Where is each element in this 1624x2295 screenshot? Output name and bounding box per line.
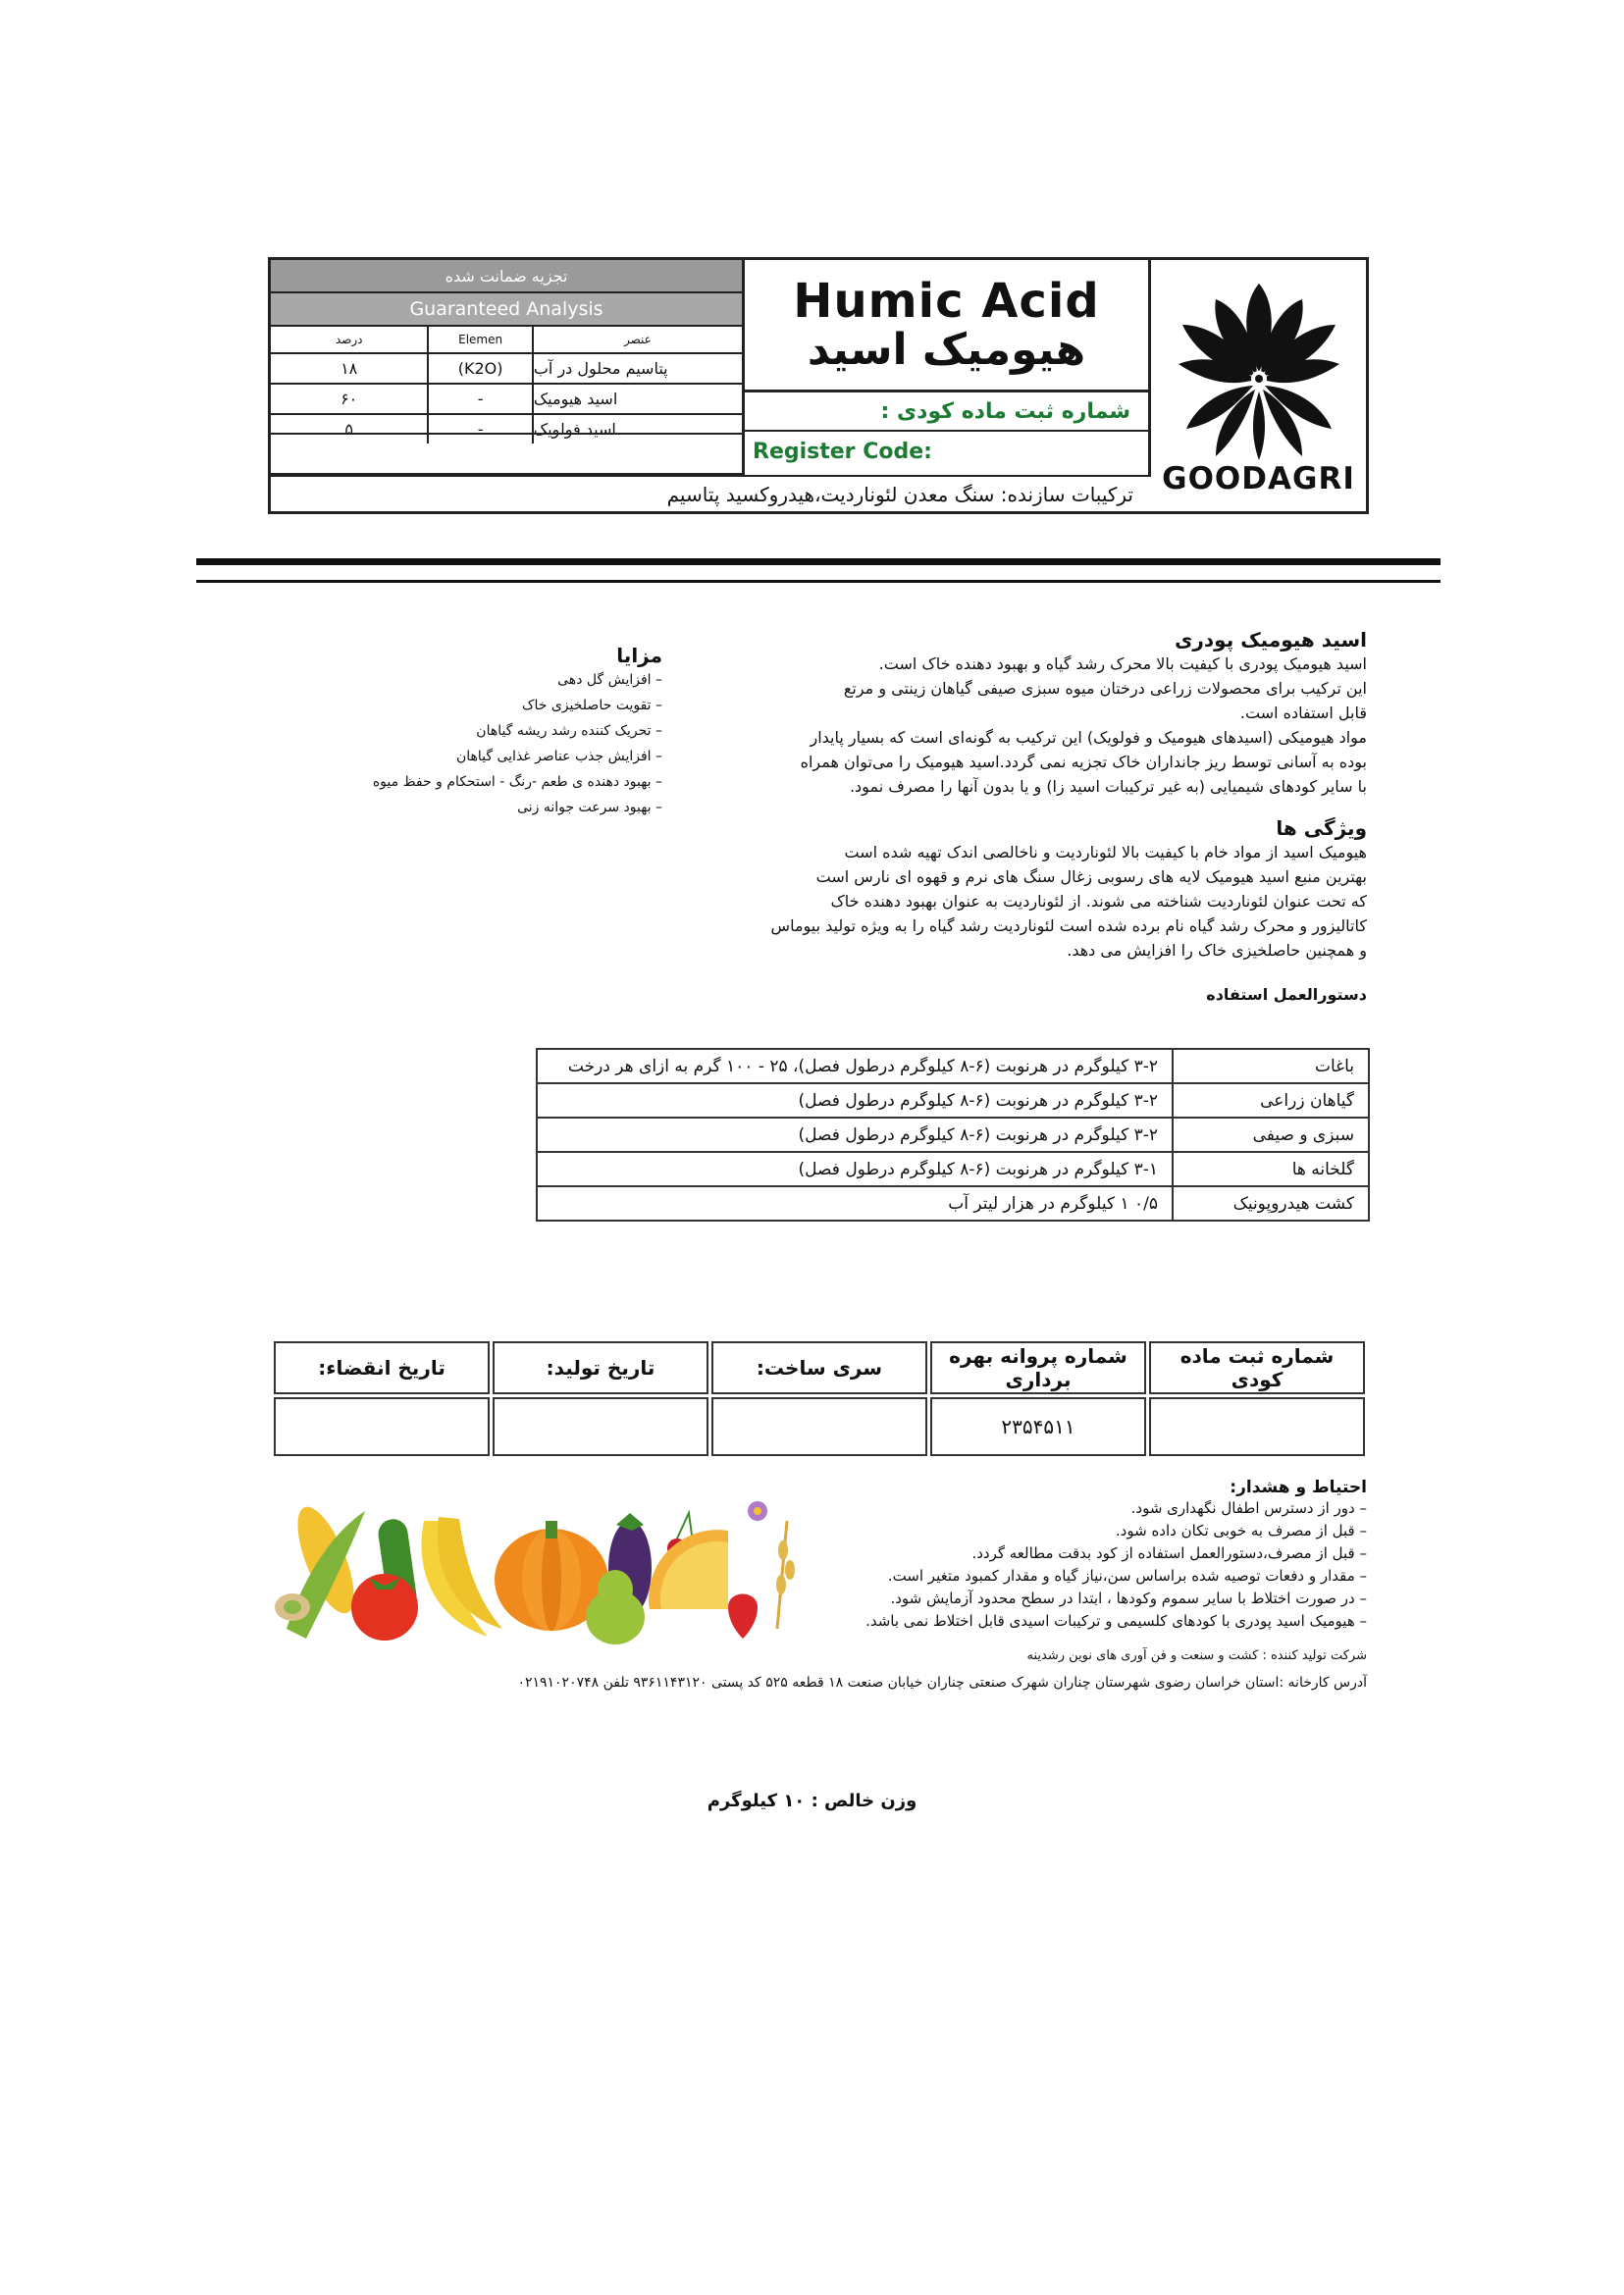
features-line: که تحت عنوان لئوناردیت شناخته می شوند. از لئوناردیت به عنوان بهبود دهنده خاک	[830, 892, 1367, 911]
net-weight: وزن خالص : ۱۰ کیلوگرم	[707, 1791, 917, 1811]
info-header: شماره پروانه بهره برداری	[930, 1341, 1146, 1394]
intro-line: مواد هیومیکی (اسیدهای هیومیک و فولویک) این ترکیب به گونه‌ای است که بسیار پایدار	[810, 728, 1367, 747]
register-en-box	[742, 430, 1151, 475]
composition-text: ترکیبات سازنده: سنگ معدن لئوناردیت،هیدروکسید پتاسیم	[666, 483, 1133, 506]
dosage-row	[537, 1186, 1369, 1221]
producer-line: شرکت تولید کننده : کشت و سنعت و فن آوری های نوین رشدینه	[1026, 1648, 1367, 1663]
col-element-fa: عنصر	[532, 327, 742, 352]
warning-item: – قبل از مصرف به خوبی تکان داده شود.	[1115, 1522, 1367, 1539]
warning-item: – هیومیک اسید پودری با کودهای کلسیمی و ترکیبات اسیدی قابل اختلاط نمی باشد.	[865, 1612, 1367, 1630]
dosage-crop: کشت هیدروپونیک	[1173, 1186, 1369, 1221]
guaranteed-analysis-table	[271, 260, 742, 443]
intro-section	[660, 628, 1367, 799]
dosage-crop: باغات	[1173, 1049, 1369, 1083]
info-header: تاریخ انقضاء:	[274, 1341, 490, 1394]
info-value-row	[274, 1397, 1365, 1456]
features-line: کاتالیزور و محرک رشد گیاه نام برده شده است لئوناردیت رشد گیاه را به ویژه تولید بیوماس	[770, 916, 1367, 935]
factory-address: آدرس کارخانه :استان خراسان رضوی شهرستان چناران شهرک صنعتی چناران خیابان صنعت ۱۸ قطعه ۵۲۵ کد پستی ۹۳۶۱۱۴۳۱۲۰ تلفن ۰۲۱۹۱۰۲۰۷۴۸	[517, 1675, 1367, 1691]
analysis-row	[271, 354, 742, 385]
product-title-box	[742, 260, 1151, 390]
registration-info-table	[271, 1338, 1368, 1459]
dosage-crop: سبزی و صیفی	[1173, 1118, 1369, 1152]
register-code-en: Register Code:	[753, 440, 932, 464]
intro-line: این ترکیب برای محصولات زراعی درختان میوه سبزی صیفی گیاهان زینتی و مرتع	[843, 679, 1367, 698]
product-name-fa: هیومیک اسید	[807, 325, 1086, 375]
analysis-element: -	[427, 385, 532, 413]
analysis-element: (K2O)	[427, 354, 532, 383]
dosage-row	[537, 1118, 1369, 1152]
benefit-item: – بهبود دهنده ی طعم -رنگ - استحکام و حفظ میوه	[372, 774, 662, 790]
benefit-item: – بهبود سرعت جوانه زنی	[517, 800, 662, 815]
composition-row	[271, 475, 1151, 514]
analysis-percent: ۱۸	[341, 359, 358, 378]
warning-item: – دور از دسترس اطفال نگهداری شود.	[1130, 1499, 1367, 1517]
brand-logo	[1151, 260, 1366, 511]
benefit-item: – تقویت حاصلخیزی خاک	[521, 698, 662, 713]
info-value	[493, 1397, 708, 1456]
analysis-percent: ۶۰	[341, 390, 358, 408]
warnings-heading: احتیاط و هشدار:	[1230, 1478, 1367, 1497]
info-header: سری ساخت:	[711, 1341, 927, 1394]
dosage-row	[537, 1083, 1369, 1118]
dosage-amount: ۰/۵ ۱ کیلوگرم در هزار لیتر آب	[537, 1186, 1173, 1221]
features-line: و همچنین حاصلخیزی خاک را افزایش می دهد.	[1067, 941, 1367, 960]
intro-line: بوده به آسانی توسط ریز جانداران خاک تجزیه نمی گردد.اسید هیومیک را می‌توان همراه	[800, 753, 1367, 771]
analysis-header-row	[271, 327, 742, 354]
info-header: تاریخ تولید:	[493, 1341, 708, 1394]
tomato-icon	[351, 1574, 418, 1641]
benefit-item: – افزایش جذب عناصر غذایی گیاهان	[455, 749, 662, 764]
features-heading: ویژگی ها	[1276, 816, 1367, 840]
analysis-blank-row	[271, 433, 742, 475]
dosage-table	[536, 1048, 1370, 1222]
benefit-item: – تحریک کننده رشد ریشه گیاهان	[476, 723, 662, 739]
intro-line: اسید هیومیک پودری با کیفیت بالا محرک رشد گیاه و بهبود دهنده خاک است.	[878, 654, 1367, 673]
info-value: ۲۳۵۴۵۱۱	[930, 1397, 1146, 1456]
benefit-item: – افزایش گل دهی	[557, 672, 662, 688]
analysis-name: اسید فولویک	[532, 415, 742, 443]
banana-icon	[422, 1517, 502, 1637]
brand-name: GOODAGRI	[1162, 461, 1355, 496]
features-line: بهترین منبع اسید هیومیک لایه های رسوبی زغال سنگ های نرم و قهوه ای نارس است	[815, 867, 1367, 886]
intro-line: با سایر کودهای شیمیایی (به غیر ترکیبات اسید زا) و یا بدون آنها را مصرف نمود.	[849, 777, 1367, 796]
product-name-en: Humic Acid	[793, 274, 1100, 329]
features-section	[660, 816, 1367, 963]
benefits-section	[309, 644, 662, 820]
info-value	[711, 1397, 927, 1456]
analysis-row	[271, 385, 742, 415]
divider-thick	[196, 558, 1441, 565]
analysis-title-en: Guaranteed Analysis	[271, 293, 742, 327]
flower-icon	[748, 1501, 767, 1521]
pistachio-icon	[275, 1593, 310, 1621]
register-code-fa: شماره ثبت ماده کودی :	[880, 399, 1130, 424]
info-header-row	[274, 1341, 1365, 1394]
analysis-element: -	[427, 415, 532, 443]
fruits-vegetables-illustration-icon	[267, 1491, 816, 1648]
dosage-row	[537, 1049, 1369, 1083]
analysis-percent: ۵	[344, 420, 353, 439]
info-value	[274, 1397, 490, 1456]
dosage-heading: دستورالعمل استفاده	[1206, 985, 1367, 1004]
analysis-title-fa: تجزیه ضمانت شده	[271, 260, 742, 293]
intro-line: قابل استفاده است.	[1239, 704, 1367, 722]
dosage-amount: ۳-۲ کیلوگرم در هرنوبت (۶-۸ کیلوگرم درطول فصل)	[537, 1083, 1173, 1118]
warning-item: – مقدار و دفعات توصیه شده براساس سن،نیاز گیاه و مقدار کمبود متغیر است.	[887, 1567, 1367, 1585]
analysis-name: اسید هیومیک	[532, 385, 742, 413]
dosage-amount: ۳-۱ کیلوگرم در هرنوبت (۶-۸ کیلوگرم درطول فصل)	[537, 1152, 1173, 1186]
analysis-name: پتاسیم محلول در آب	[532, 354, 742, 383]
warning-item: – در صورت اختلاط با سایر سموم وکودها ، ابتدا در سطح محدود آزمایش شود.	[890, 1590, 1367, 1607]
col-percent: درصد	[335, 333, 363, 346]
intro-heading: اسید هیومیک پودری	[1175, 628, 1367, 652]
benefits-heading: مزایا	[616, 644, 662, 667]
melon-icon	[649, 1530, 728, 1609]
goodagri-flower-logo-icon	[1173, 278, 1345, 462]
strawberry-icon	[728, 1594, 758, 1640]
features-line: هیومیک اسید از مواد خام با کیفیت بالا لئوناردیت و ناخالصی اندک تهیه شده است	[844, 843, 1367, 861]
warning-item: – قبل از مصرف،دستورالعمل استفاده از کود بدقت مطالعه گردد.	[971, 1544, 1367, 1562]
wheat-icon	[776, 1521, 795, 1629]
col-element-en: Elemen	[427, 327, 532, 352]
dosage-crop: گیاهان زراعی	[1173, 1083, 1369, 1118]
dosage-row	[537, 1152, 1369, 1186]
divider-thin	[196, 580, 1441, 583]
dosage-crop: گلخانه ها	[1173, 1152, 1369, 1186]
info-value	[1149, 1397, 1365, 1456]
dosage-amount: ۳-۲ کیلوگرم در هرنوبت (۶-۸ کیلوگرم درطول فصل)	[537, 1118, 1173, 1152]
product-label-header	[268, 257, 1369, 514]
dosage-amount: ۳-۲ کیلوگرم در هرنوبت (۶-۸ کیلوگرم درطول فصل)، ۲۵ - ۱۰۰ گرم به ازای هر درخت	[537, 1049, 1173, 1083]
register-fa-box	[742, 390, 1151, 433]
warnings-section	[817, 1478, 1367, 1633]
info-header: شماره ثبت ماده کودی	[1149, 1341, 1365, 1394]
